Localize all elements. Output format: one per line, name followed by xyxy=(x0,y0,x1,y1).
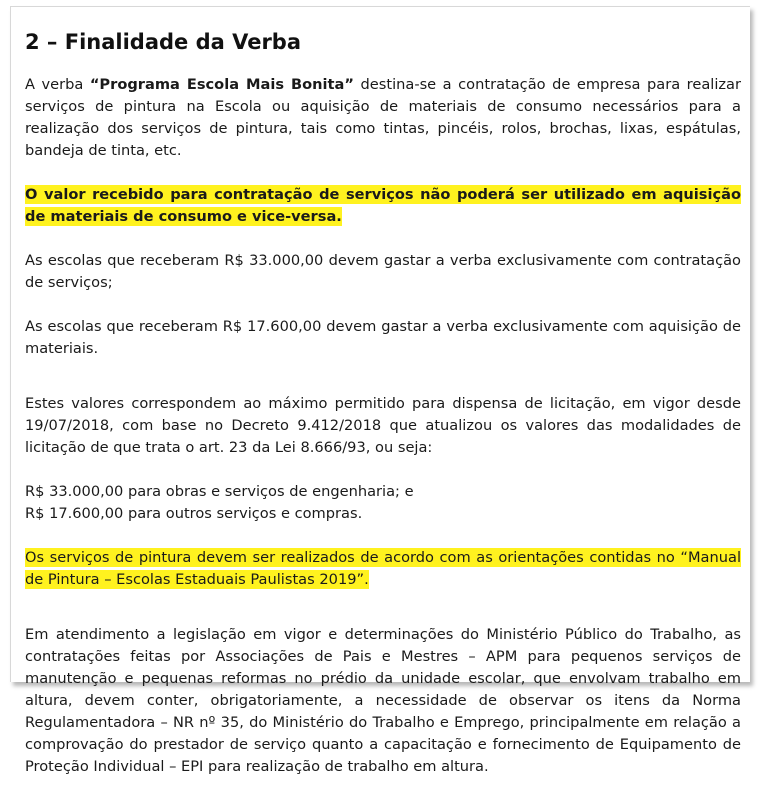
paragraph-manual xyxy=(25,547,741,591)
limits-list xyxy=(25,481,741,525)
paragraph-safety: Em atendimento a legislação em vigor e determinações do Ministério Público do Trabalho, as contratações feitas por Associações de Pais e Mestres – APM para pequenos serviços de manutenção e pequenas reformas no prédio da unidade escolar, que envolvam trabalho em altura, devem conter, obrigatoriamente, a necessidade de observar os itens da Norma Regulamentadora – NR nº 35, do Ministério do Trabalho e Emprego, principalmente em relação a comprovação do prestador de serviço quanto a capacitação e fornecimento de Equipamento de Proteção Individual – EPI para realização de trabalho em altura. xyxy=(25,626,741,775)
paragraph-services: As escolas que receberam R$ 33.000,00 devem gastar a verba exclusivamente com contratação de serviços; xyxy=(25,252,741,291)
paragraph-limits: Estes valores correspondem ao máximo permitido para dispensa de licitação, em vigor desde 19/07/2018, com base no Decreto 9.412/2018 que atualizou os valores das modalidades de licitação de que trata o art. 23 da Lei 8.666/93, ou seja: xyxy=(25,395,741,456)
document-content xyxy=(25,29,741,800)
limit-line-other: R$ 17.600,00 para outros serviços e compras. xyxy=(25,505,363,522)
paragraph-program-description xyxy=(25,74,741,162)
highlighted-restriction: O valor recebido para contratação de serviços não poderá ser utilizado em aquisição de materiais de consumo e vice-versa. xyxy=(25,186,741,225)
paragraph-restriction xyxy=(25,184,741,228)
paragraph-materials: As escolas que receberam R$ 17.600,00 devem gastar a verba exclusivamente com aquisição de materiais. xyxy=(25,318,741,357)
section-heading: 2 – Finalidade da Verba xyxy=(25,30,302,54)
program-name: “Programa Escola Mais Bonita” xyxy=(89,76,354,93)
paragraph-intro-text: A verba xyxy=(25,76,90,93)
paragraph-program-text: destina-se a contratação de empresa para realizar serviços de pintura na Escola ou aquisição de materiais de consumo necessários para a realização dos serviços de pintura, tais como tintas, pincéis, rolos, brochas, lixas, espátulas, bandeja de tinta, etc. xyxy=(25,76,741,159)
document-page xyxy=(10,6,750,775)
highlighted-manual-reference: Os serviços de pintura devem ser realizados de acordo com as orientações contidas no “Manual de Pintura – Escolas Estaduais Paulistas 2019”. xyxy=(25,549,741,588)
limit-line-works: R$ 33.000,00 para obras e serviços de engenharia; e xyxy=(25,483,414,500)
